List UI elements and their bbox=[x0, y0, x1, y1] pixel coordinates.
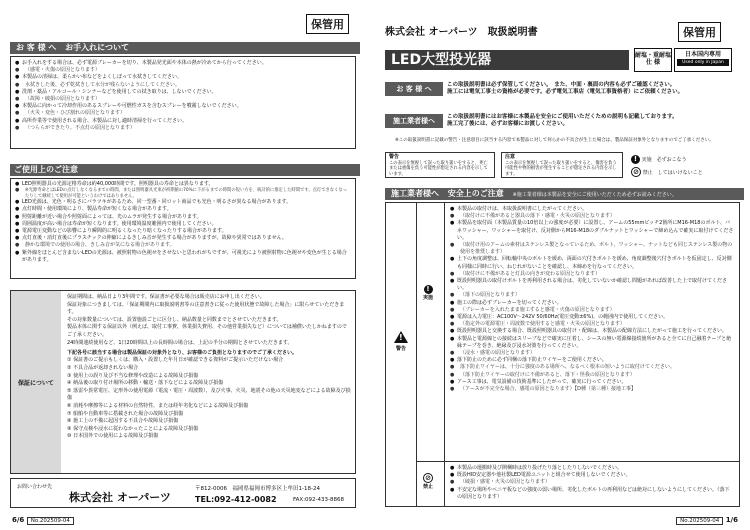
usage-section-header bbox=[10, 164, 360, 176]
usage-note: ● 静かな環境での使用の場合、きしみ音が気になる場合があります。 bbox=[15, 242, 351, 249]
care-note: ● 水拭きした後、必ず乾拭きして水分が残らないようにしてください。 bbox=[15, 82, 351, 89]
customer-text-1: この取扱説明書は必ず保管してください。 また、中面・裏面の内容も必ずご確認ください。 bbox=[447, 82, 676, 88]
warning-triangle-icon bbox=[394, 331, 408, 343]
care-item: ● 洗剤・薬品・アルコール・シンナーなどを使用しての拭き取りは、しないでください。 bbox=[15, 89, 351, 96]
usage-item: ● 点灯直後・消灯直後にプラスチックの伸縮によるきしみ音が発生する場合がありますが、故障や異常ではありません。 bbox=[15, 235, 351, 242]
do-note: ● （落下防止ワイヤーの取付けに不備があると、落下・怪我の原因となります） bbox=[450, 372, 734, 379]
legend-do bbox=[631, 155, 687, 164]
warranty-line: ① 保証書のご提示もしくは、購入・設置した年月日が確認できる資料がご提示いただけない場合 bbox=[67, 357, 284, 364]
customer-text bbox=[447, 82, 683, 96]
legend-do-text: 実施 必ずおこなう bbox=[641, 157, 687, 163]
dont-list bbox=[450, 465, 734, 501]
warranty-line: ④ 納品後の取り付け場所の移動・輸送・落下などによる故障及び損傷 bbox=[67, 380, 224, 387]
prohibited-icon: ⊘ bbox=[631, 167, 641, 177]
care-item: ● 本製品の清掃は、柔らかい布などをよくしぼって水拭きしてください。 bbox=[15, 74, 351, 81]
warranty-line: ③ 使用上の誤り及び不当な修理や改造による故障及び損傷 bbox=[67, 372, 199, 379]
safety-tab: 施工業者様へ bbox=[391, 189, 439, 198]
manual-title: 株式会社 オーパーツ 取扱説明書 bbox=[385, 27, 538, 38]
spec-badge-text: 耐塩・重耐塩仕 様 bbox=[635, 52, 672, 66]
dont-list-wrap bbox=[450, 465, 734, 501]
warranty-line: 24時間連続使用など、1日20時間以上の長時間の場合は、上記の半分の期間とさせていただきます。 bbox=[67, 339, 293, 346]
do-item: ● 落下防止のために必ず同梱の落下防止ワイヤーをご使用ください。 bbox=[450, 357, 734, 364]
warranty-text bbox=[67, 294, 351, 441]
safety-title: 安全上のご注意 bbox=[447, 189, 504, 198]
spec-badge bbox=[634, 48, 672, 72]
safety-subtitle: ※施工業者様は本製品を安全にご使用いただくため必ずお読みください。 bbox=[512, 192, 677, 198]
contact-box bbox=[10, 478, 356, 508]
contact-company: 株式会社 オーパーツ bbox=[69, 491, 171, 504]
right-page bbox=[375, 0, 750, 530]
warranty-line: 保証対象につきましては、「保証期間内に取扱説明書等の注意書きに従った使用状態で故障した場合」に限らせていただきます。 bbox=[67, 301, 345, 316]
dont-text: 禁止 bbox=[423, 484, 434, 490]
keep-label: 保管用 bbox=[678, 22, 721, 42]
origin-badge-en: Used only in Japan bbox=[677, 59, 729, 66]
legend-caution-title: 注意 bbox=[505, 154, 516, 160]
usage-item: ● LED照明器具の光源定格寿命は約40,000時間です。照明器具の寿命とは異なります。 bbox=[15, 181, 351, 188]
legend-note: ※この取扱説明書に記載の警告・注意項目に該当する内容で本製品に対して何らかの不具合が生じた場合は、製品保証対象外となりますのでご了承ください。 bbox=[395, 138, 714, 143]
care-note: ● （火災・変色・ひび割れの原因となります） bbox=[15, 110, 351, 117]
customer-notice bbox=[385, 82, 740, 98]
origin-badge-text: 日本国内専用 bbox=[684, 51, 721, 58]
care-tab: お 客 様 へ bbox=[16, 43, 57, 52]
origin-badge bbox=[674, 48, 732, 72]
care-note: ● （つららができたり、不点灯の原因となります） bbox=[15, 125, 351, 132]
usage-item: ● 照射距離が近い場合や照射面によっては、光のムラが発生する場合があります。 bbox=[15, 214, 351, 221]
care-item: ● お手入れをする場合は、必ず電源ブレーカーを切り、本製品発光面や本体の熱が冷めてから行ってください。 bbox=[15, 60, 351, 67]
do-item: ● 施工の際は必ずブレーカーを切ってください。 bbox=[450, 300, 734, 307]
do-icon-group bbox=[423, 285, 433, 301]
usage-item: ● LED光源は、光色・明るさにバラツキがあるため、同一型番・同ロット商品でも光色・明るさが異なる場合があります。 bbox=[15, 199, 351, 206]
usage-list bbox=[15, 181, 351, 264]
do-note: ● （落下の原因となります） bbox=[450, 292, 734, 299]
warranty-line: ⑨ 保守点検や浸水に従わなかったことによる故障及び損傷 bbox=[67, 425, 199, 432]
warranty-line: ⑦ 船舶や自動車等に搭載された場合の故障及び損傷 bbox=[67, 410, 184, 417]
warranty-label: 保証について bbox=[11, 291, 61, 473]
usage-item: ● 点灯時間・使用環境により、製品寿命が短くなる場合があります。 bbox=[15, 206, 351, 213]
warning-text: 警告 bbox=[395, 346, 406, 352]
legend-warning-text: この表示を無視して誤った取り扱いをすると、死亡または重傷を負う可能性が想定される内容を示しています。 bbox=[389, 160, 488, 177]
usage-item: ● 周囲温度が高い場合は寿命が短くなります。使用環境温度範囲内で使用してください。 bbox=[15, 221, 351, 228]
usage-item: ● 電源電圧変動などの影響により瞬間的に明るくなったり暗くなったりする場合があります。 bbox=[15, 228, 351, 235]
legend-warning bbox=[385, 152, 495, 178]
do-item: ● 既設照明器具と交換する場合、既設照明器具の取付け・配線は、本製品の配線方法にしたがって施工を行ってください。 bbox=[450, 328, 734, 335]
usage-note: ● ※光源寿命とはLEDの点灯しなくなるまでの時間、または照明器具光束が初期値の70%に下がるまでの時間の短い方を、統計的に推定した時間です。点灯できなくなったりして継続して使用が可能というわけではありません。 bbox=[15, 188, 351, 199]
do-item: ● 本製品を取付面（本製品質量の10倍以上の強度が必要）に設置し、アームの55mmピッチ2箇所にM16-M18のボルト、バネワッシャー、ワッシャーを取付け、反対側からM16-M18のダブルナットとワッシャーで締め込んで確実に取付けてください。 bbox=[450, 220, 734, 242]
warranty-line: ⑧ 施工上の不備に起因する不具合や故障及び損傷 bbox=[67, 418, 179, 425]
keep-label: 保管用 bbox=[306, 14, 349, 34]
do-note: ● （取付けに不備があると灯具の向きが変わる原因となります） bbox=[450, 271, 734, 278]
warning-icon-group bbox=[394, 331, 408, 352]
dont-divider bbox=[444, 461, 739, 462]
installer-text-1: この取扱説明書にはお客様に本製品を安全にご使用いただくための説明も記載しております。 bbox=[447, 114, 678, 120]
do-note: ● （指定外の電源電圧・周波数で使用すると感電・火災の原因となります） bbox=[450, 321, 734, 328]
doc-number: No.202509-04 bbox=[676, 517, 723, 525]
do-item: ● 上下の角度調整は、回転軸中央のボルトを緩め、両面の穴付きボルトを緩め、角度調整後穴付きボルトを仮固定し、反対側も同様に同時に行い、ねじれがないことを確認し、本締めを行なってください。 bbox=[450, 256, 734, 270]
contact-fax: FAX:092-433-8868 bbox=[293, 497, 345, 503]
warranty-line: ⑥ 消耗や摩擦等による材料の自然特性、または経年劣化などによる故障及び損傷 bbox=[67, 402, 249, 409]
safety-box bbox=[385, 202, 740, 507]
care-section-header bbox=[10, 42, 360, 54]
contact-tel: TEL:092-412-0082 bbox=[195, 495, 277, 504]
care-box bbox=[10, 56, 356, 149]
care-section-title: お手入れについて bbox=[65, 43, 129, 52]
do-list bbox=[450, 206, 734, 393]
legend-warning-title: 警告 bbox=[389, 154, 400, 160]
warranty-line: 下記各号に該当する場合は製品保証の対象外となり、お客様のご負担となりますのでご了承ください。 bbox=[67, 350, 298, 357]
warranty-line: 製品本体に関する保証以外（例えば、取付工事費、休業損失費用、その他営業損失など）については補償いたしかねますのでご了承ください。 bbox=[67, 324, 347, 338]
legend-dont bbox=[631, 167, 703, 177]
warning-column bbox=[386, 203, 417, 506]
dont-item: ● 既設HID安定器や他社製LED電源ユニットと組合せて使用しないでください。 bbox=[450, 472, 734, 479]
warranty-line: ② 不具合品が返却されない場合 bbox=[67, 364, 139, 371]
safety-section-header bbox=[385, 188, 744, 200]
dont-note: ● （破損・感電・火災の原因となります） bbox=[450, 479, 734, 486]
customer-text-2: 施工には電気工事士の資格が必要です。必ず電気工事店（電気工事資格者）にご依頼ください。 bbox=[447, 89, 684, 95]
icon-column bbox=[416, 203, 445, 506]
warranty-line: 保証期間は、納品日より3年間です。保証書が必要な場合は販売店にお申し出ください。 bbox=[67, 294, 265, 300]
legend-dont-text: 禁止 してはいけないこと bbox=[642, 170, 703, 176]
do-item: ● アース工事は、電気設備の技術基準にしたがって、確実に行ってください。 bbox=[450, 379, 734, 386]
care-note: ● （故障・破損の原因となります） bbox=[15, 96, 351, 103]
usage-box bbox=[10, 178, 356, 279]
installer-label: 施工業者様へ bbox=[385, 114, 443, 128]
installer-text bbox=[447, 114, 678, 128]
care-list bbox=[15, 60, 351, 132]
legend-row bbox=[385, 152, 740, 178]
legend-caution bbox=[501, 152, 623, 178]
do-note: ● （アースが不完全な場合、感電の原因となります）【D種（第三種）接地工事】 bbox=[450, 386, 734, 393]
installer-notice bbox=[385, 114, 740, 130]
do-list-wrap bbox=[450, 206, 734, 393]
do-icon: ! bbox=[631, 155, 640, 164]
do-item: ● 本製品の取付けは、本取扱説明書にしたがってください。 bbox=[450, 206, 734, 213]
warranty-line: その対象数量については、設置施設ごとに区分し、納品数量と同数までとさせていただきます。 bbox=[67, 316, 282, 323]
icon-divider bbox=[416, 461, 444, 462]
warranty-box bbox=[10, 290, 356, 474]
do-note: ● （浸水・感電の原因となります） bbox=[450, 350, 734, 357]
do-note: ● （取付けに不備があると器具の落下・感電・火災の原因となります） bbox=[450, 213, 734, 220]
do-note: ● （取付け用のアームの素材はステンレス製となっているため、ボルト、ワッシャー、ナットなども同じステンレス製の物の使用を推奨します） bbox=[450, 242, 734, 256]
usage-section-title: ご使用上のご注意 bbox=[14, 165, 78, 174]
do-item: ● 本製品と電源線との接続はスリーブなどで確実に圧着し、シースの無い電源線接続箇所があると全てに自己融着テープと絶縁テープを巻き、絶縁及び浸水対策を行ってください。 bbox=[450, 336, 734, 350]
product-title: LED大型投光器 bbox=[385, 50, 629, 70]
do-text: 実施 bbox=[423, 295, 434, 301]
right-footer bbox=[676, 516, 738, 524]
no-entry-icon: ⊘ bbox=[423, 473, 433, 483]
mandatory-icon: ! bbox=[424, 285, 433, 294]
do-item: ● 既設照明器具の取付けボルトを再利用される場合は、劣化していないか確認し問題があれば改善した上で取付けてください。 bbox=[450, 278, 734, 292]
care-item: ● 高所作業等で使用される場合、本製品に対し適時清掃を行ってください。 bbox=[15, 118, 351, 125]
dont-item: ● 本製品の運搬時及び開梱時は放り投げたり落としたりしないでください。 bbox=[450, 465, 734, 472]
do-item: ● 電源は入力電圧：AC100V〜242V 50/60Hz(電圧変動±6%)、の範囲内で使用してください。 bbox=[450, 314, 734, 321]
dont-icon-group bbox=[423, 473, 433, 490]
care-note: ● （感電・火傷の原因となります） bbox=[15, 67, 351, 74]
page-number: 6/6 bbox=[12, 516, 25, 524]
contact-address: 〒812-0006 福岡県福岡市博多区上牟田1-18-24 bbox=[195, 486, 320, 492]
usage-item: ● 紫外線をほとんど含まないLEDの光源は、被照射物の色褪せをさせないと思われがちですが、可視光により被照射物に色褪せや変色が生じる場合があります。 bbox=[15, 250, 351, 264]
warranty-line: ⑤ 落雷や異常電圧、定形外の使用電源（電流・電圧・周波数）、及び火事、火災、地震その他の天災地変などによる故障及び損傷 bbox=[67, 387, 351, 402]
legend-caution-text: この表示を無視して誤った取り扱いをすると、傷害を負う可能性や物的損害が発生することが想定される内容を示します。 bbox=[505, 160, 617, 177]
doc-number: No.202509-04 bbox=[27, 517, 74, 525]
care-item: ● 本製品に向かって冷却作用のあるスプレーや可燃性ガスを含むスプレーを噴霧しないでください。 bbox=[15, 103, 351, 110]
do-note: ● 落下防止ワイヤーは、十分に強度のある場所へ、なるべく根本の短いように取付けてください。 bbox=[450, 364, 734, 371]
customer-label: お 客 様 へ bbox=[385, 82, 443, 96]
left-footer bbox=[12, 516, 74, 524]
installer-text-2: 施工完了後には、必ずお客様にお渡しください。 bbox=[447, 121, 569, 127]
do-note: ● （ブレーカーを入れたまま施工すると感電・火傷の原因となります） bbox=[450, 307, 734, 314]
warranty-line: ⑩ 日本国外での使用による故障及び損傷 bbox=[67, 433, 159, 440]
page-number: 1/6 bbox=[725, 516, 738, 524]
contact-label: お問い合わせ先 bbox=[17, 484, 53, 490]
dont-item: ● 不安定な場所やベニヤ板などの強度の弱い場所、劣化したボルトの再利用などは絶対にしないようにしてください。（落下の原因となります） bbox=[450, 487, 734, 501]
